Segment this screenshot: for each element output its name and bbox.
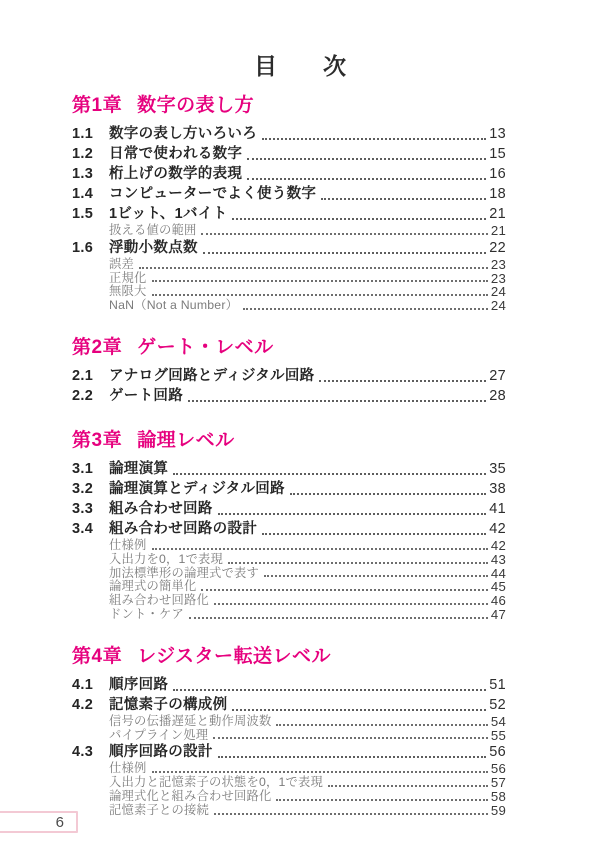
toc-entry-number: 3.4	[72, 520, 94, 537]
toc-entry-page: 59	[490, 802, 506, 818]
toc-entry	[72, 729, 506, 743]
toc-entry-page: 38	[489, 480, 506, 497]
dotted-leader	[228, 562, 488, 564]
dotted-leader	[189, 617, 488, 619]
toc-entry-number: 3.1	[72, 460, 94, 477]
toc-entry	[72, 776, 506, 790]
toc-entry-title: 日常で使われる数字	[109, 146, 243, 162]
toc-entry-title: 加法標準形の論理式で表す	[109, 565, 259, 580]
toc-entry-page: 57	[490, 775, 506, 791]
dotted-leader	[152, 548, 488, 550]
toc-entry-page: 58	[490, 788, 506, 804]
toc-entry	[72, 804, 506, 818]
toc-entry	[72, 366, 506, 386]
toc-entry-number: 2.1	[72, 367, 94, 384]
chapter-heading	[72, 645, 506, 669]
toc-entry-page: 56	[490, 761, 506, 777]
toc-entry-page: 13	[489, 126, 506, 142]
toc-entry-number: 3.3	[72, 500, 94, 517]
toc-entry-title: 記憶素子の構成例	[109, 696, 228, 713]
toc-entry-title: ゲート回路	[109, 387, 183, 404]
chapter-heading	[72, 336, 506, 360]
toc-entry-page: 47	[490, 606, 506, 622]
toc-entry-number: 1.6	[72, 239, 94, 256]
toc-entry	[72, 238, 506, 258]
chapter-title: ゲート・レベル	[137, 336, 274, 358]
toc-entry-title: 組み合わせ回路の設計	[109, 520, 257, 537]
dotted-leader	[152, 771, 488, 773]
toc-entry-number: 1.4	[72, 186, 94, 202]
dotted-leader	[290, 493, 486, 495]
toc-entry-page: 41	[489, 500, 506, 517]
toc-entry-title: 組み合わせ回路	[109, 500, 213, 517]
dotted-leader	[276, 724, 487, 726]
toc-entry-page: 52	[489, 696, 506, 713]
toc-chapter	[72, 429, 506, 622]
toc-entry-title: 論理式化と組み合わせ回路化	[109, 788, 272, 803]
toc-entry-number: 1.1	[72, 126, 94, 142]
toc-entry-number: 4.3	[72, 744, 94, 761]
chapter-number: 第2章	[72, 336, 123, 358]
toc-entry-title: 信号の伝播遅延と動作周波数	[109, 713, 272, 728]
toc-entry-page: 21	[490, 223, 506, 238]
toc-entry	[72, 459, 506, 479]
toc-entry	[72, 519, 506, 539]
dotted-leader	[262, 138, 486, 140]
dotted-leader	[321, 198, 486, 200]
toc-entry-title: 論理式の簡単化	[109, 579, 197, 594]
dotted-leader	[247, 178, 486, 180]
toc-entry	[72, 204, 506, 224]
dotted-leader	[218, 513, 487, 515]
toc-entry-page: 43	[490, 551, 506, 567]
toc-entry-title: 論理演算とディジタル回路	[109, 480, 285, 497]
page-title: 目 次	[254, 53, 346, 79]
toc-entry	[72, 539, 506, 553]
dotted-leader	[319, 380, 486, 382]
toc-entry	[72, 144, 506, 164]
chapter-number: 第3章	[72, 429, 123, 451]
toc-entry	[72, 164, 506, 184]
toc-entry	[72, 608, 506, 622]
toc-entry	[72, 386, 506, 406]
toc-entry	[72, 124, 506, 144]
toc-entry-page: 55	[490, 727, 506, 743]
toc-entry	[72, 594, 506, 608]
toc-entry	[72, 299, 506, 313]
toc-chapter	[72, 94, 506, 313]
toc-entry-page: 18	[489, 186, 506, 202]
toc-entry-title: 1ビット、1バイト	[109, 206, 228, 222]
dotted-leader	[152, 280, 488, 282]
toc-entry-title: 記憶素子との接続	[109, 802, 209, 817]
dotted-leader	[214, 603, 488, 605]
dotted-leader	[139, 267, 488, 269]
chapter-title: 数字の表し方	[137, 95, 255, 116]
toc-entry-number: 2.2	[72, 387, 94, 404]
chapter-title: レジスター転送レベル	[137, 645, 332, 667]
toc-entry-title: パイプライン処理	[109, 727, 209, 742]
toc-entry-title: 順序回路	[109, 676, 169, 693]
toc-entry-page: 24	[490, 284, 506, 300]
toc-entry-title: 無限大	[109, 284, 147, 299]
dotted-leader	[328, 785, 488, 787]
dotted-leader	[213, 737, 488, 739]
toc-entry-title: 数字の表し方いろいろ	[109, 126, 257, 142]
dotted-leader	[201, 589, 487, 591]
dotted-leader	[262, 533, 486, 535]
toc-entry	[72, 695, 506, 715]
dotted-leader	[152, 294, 488, 296]
dotted-leader	[247, 158, 486, 160]
toc-entry-page: 44	[490, 565, 506, 581]
toc-entry	[72, 258, 506, 272]
toc-entry-title: 仕様例	[109, 761, 147, 776]
toc-entry-page: 45	[490, 579, 506, 595]
toc-entry	[72, 742, 506, 762]
toc-entry	[72, 479, 506, 499]
toc-entry-page: 42	[490, 537, 506, 553]
toc-entry-title: 誤差	[109, 256, 134, 271]
toc-entry-page: 54	[490, 713, 506, 729]
toc-entry-title: ドント・ケア	[109, 606, 184, 621]
toc-entry-page: 22	[489, 239, 506, 256]
toc-entry-title: 仕様例	[109, 537, 147, 552]
toc-entry-number: 1.3	[72, 166, 94, 182]
toc-entry	[72, 285, 506, 299]
toc-entry-title: 桁上げの数学的表現	[109, 166, 243, 182]
toc-entry	[72, 675, 506, 695]
toc-entry-page: 56	[489, 744, 506, 761]
toc-entry-page: 24	[490, 298, 506, 314]
toc-entry-title: NaN（Not a Number）	[109, 298, 239, 313]
toc-entry-page: 23	[490, 256, 506, 272]
toc-entry	[72, 224, 506, 238]
dotted-leader	[243, 308, 488, 310]
toc-entry-page: 23	[490, 270, 506, 286]
dotted-leader	[201, 233, 487, 235]
dotted-leader	[276, 799, 487, 801]
toc-entry-page: 35	[489, 460, 506, 477]
toc-entry-title: 論理演算	[109, 460, 169, 477]
folio-box	[0, 811, 78, 833]
dotted-leader	[173, 473, 486, 475]
toc-entry-number: 1.2	[72, 146, 94, 162]
dotted-leader	[203, 252, 486, 254]
toc-entry-number: 1.5	[72, 206, 94, 222]
toc-entry-page: 16	[489, 166, 506, 182]
toc-entry-page: 27	[489, 367, 506, 384]
chapter-heading	[72, 429, 506, 453]
dotted-leader	[232, 218, 486, 220]
toc-entry-page: 28	[489, 387, 506, 404]
toc-entry-title: コンピューターでよく使う数字	[109, 186, 317, 202]
toc-entry-title: 扱える値の範囲	[109, 223, 197, 237]
toc-entry	[72, 715, 506, 729]
toc-chapter	[72, 336, 506, 406]
chapter-title: 論理レベル	[137, 429, 235, 451]
toc-entry-title: アナログ回路とディジタル回路	[109, 367, 315, 384]
toc	[72, 94, 506, 818]
toc-entry-title: 浮動小数点数	[109, 239, 198, 256]
toc-entry-title: 組み合わせ回路化	[109, 593, 209, 608]
toc-entry-title: 正規化	[109, 270, 147, 285]
toc-entry-page: 46	[490, 593, 506, 609]
dotted-leader	[264, 575, 488, 577]
toc-entry-number: 3.2	[72, 480, 94, 497]
toc-entry	[72, 553, 506, 567]
toc-entry-page: 21	[489, 206, 506, 222]
toc-entry	[72, 790, 506, 804]
toc-entry-page: 15	[489, 146, 506, 162]
chapter-number: 第4章	[72, 645, 123, 667]
toc-entry-number: 4.1	[72, 676, 94, 693]
dotted-leader	[214, 813, 488, 815]
dotted-leader	[188, 400, 486, 402]
dotted-leader	[173, 689, 486, 691]
dotted-leader	[232, 709, 486, 711]
toc-entry-title: 入出力を0，1で表現	[109, 551, 224, 566]
folio-number: 6	[55, 813, 64, 831]
toc-entry-page: 51	[489, 676, 506, 693]
toc-entry-title: 入出力と記憶素子の状態を0，1で表現	[109, 775, 324, 790]
toc-entry	[72, 499, 506, 519]
toc-chapter	[72, 645, 506, 818]
chapter-heading	[72, 94, 506, 118]
chapter-number: 第1章	[72, 95, 123, 116]
toc-entry-title: 順序回路の設計	[109, 744, 213, 761]
dotted-leader	[218, 756, 487, 758]
toc-entry-number: 4.2	[72, 696, 94, 713]
toc-entry-page: 42	[489, 520, 506, 537]
toc-entry	[72, 184, 506, 204]
